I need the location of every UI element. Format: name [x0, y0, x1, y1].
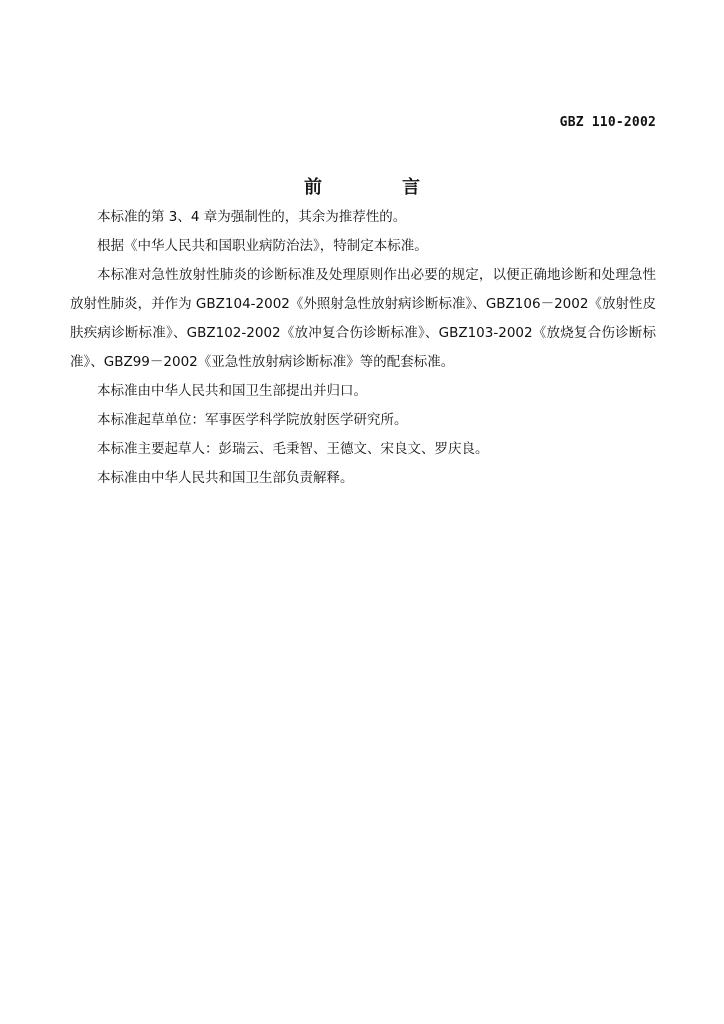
- paragraph-legal-basis: 根据《中华人民共和国职业病防治法》，特制定本标准。: [97, 238, 428, 254]
- title-part-1: 前: [304, 177, 322, 198]
- paragraph-drafters: 本标准主要起草人：彭瑞云、毛秉智、王德文、宋良文、罗庆良。: [97, 441, 489, 457]
- paragraph-proposer: 本标准由中华人民共和国卫生部提出并归口。: [97, 383, 367, 399]
- paragraph-scope: 本标准对急性放射性肺炎的诊断标准及处理原则作出必要的规定，以便正确地诊断和处理急性放射性肺炎，并作为 GBZ104-2002《外照射急性放射病诊断标准》、GBZ106－2002《放射性皮肤疾病诊断标准》、GBZ102-2002《放冲复合伤诊断标准》、GBZ103-2002《放烧复合伤诊断标准》、GBZ99－2002《亚急性放射病诊断标准》等的配套标准。: [70, 267, 656, 370]
- title-part-2: 言: [402, 177, 420, 198]
- foreword-body: [70, 203, 656, 493]
- page-title: [0, 173, 724, 199]
- standard-code: GBZ 110-2002: [559, 115, 656, 130]
- paragraph-drafting-unit: 本标准起草单位：军事医学科学院放射医学研究所。: [97, 412, 408, 428]
- paragraph-mandatory-chapters: 本标准的第 3、4 章为强制性的，其余为推荐性的。: [97, 209, 407, 225]
- paragraph-interpretation: 本标准由中华人民共和国卫生部负责解释。: [97, 470, 354, 486]
